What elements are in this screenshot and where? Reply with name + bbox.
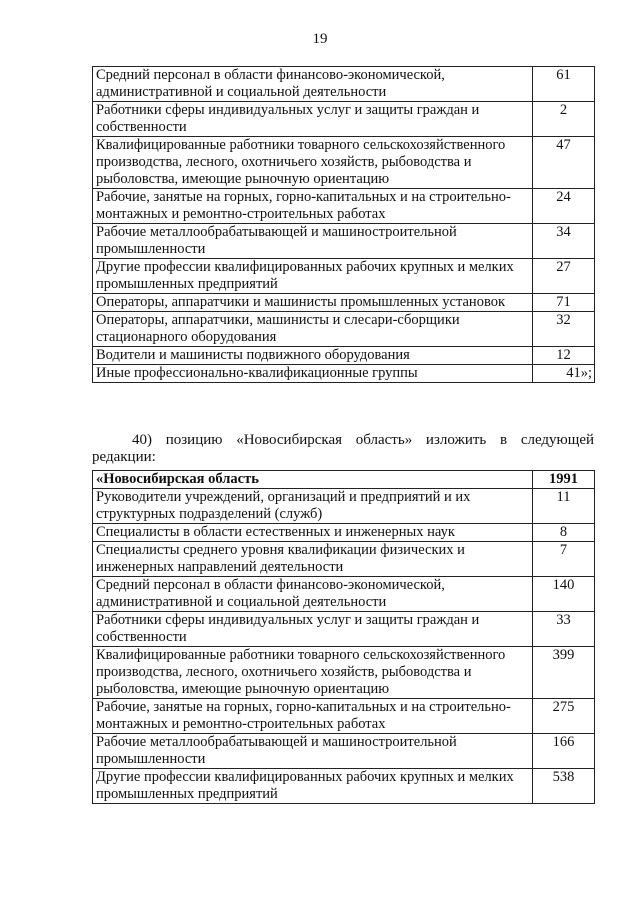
row-label: Работники сферы индивидуальных услуг и защиты граждан и собственности [93,102,533,137]
row-label: Работники сферы индивидуальных услуг и защиты граждан и собственности [93,612,533,647]
table-row [93,259,595,294]
row-value: 8 [533,524,595,542]
table-row [93,542,595,577]
row-value: 11 [533,489,595,524]
row-value: 61 [533,67,595,102]
row-value: 33 [533,612,595,647]
table-row [93,312,595,347]
table-row [93,734,595,769]
table-row [93,647,595,699]
row-value: 275 [533,699,595,734]
table-row [93,524,595,542]
region-name: «Новосибирская область [93,471,533,489]
row-value: 24 [533,189,595,224]
row-value: 399 [533,647,595,699]
row-value: 12 [533,347,595,365]
row-value: 34 [533,224,595,259]
row-label: Квалифицированные работники товарного сельскохозяйственного производства, лесного, охотничьего хозяйств, рыбоводства и рыболовства, имеющие рыночную ориентацию [93,137,533,189]
table-row [93,365,595,383]
row-label: Средний персонал в области финансово-экономической, административной и социальной деятельности [93,67,533,102]
novosibirsk-table [92,470,595,804]
table-row [93,699,595,734]
row-label: Специалисты в области естественных и инженерных наук [93,524,533,542]
row-label: Операторы, аппаратчики, машинисты и слесари-сборщики стационарного оборудования [93,312,533,347]
row-value: 47 [533,137,595,189]
row-label: Водители и машинисты подвижного оборудования [93,347,533,365]
table-row [93,577,595,612]
row-value: 32 [533,312,595,347]
row-value: 71 [533,294,595,312]
region-total: 1991 [533,471,595,489]
row-label: Иные профессионально-квалификационные группы [93,365,533,383]
row-value: 7 [533,542,595,577]
table-row [93,769,595,804]
row-label: Средний персонал в области финансово-экономической, административной и социальной деятельности [93,577,533,612]
amendment-paragraph: 40) позицию «Новосибирская область» изложить в следующей редакции: [92,432,594,465]
row-value: 27 [533,259,595,294]
table-row [93,294,595,312]
table-row [93,67,595,102]
row-label: Другие профессии квалифицированных рабочих крупных и мелких промышленных предприятий [93,259,533,294]
row-label: Рабочие, занятые на горных, горно-капитальных и на строительно-монтажных и ремонтно-строительных работах [93,189,533,224]
table-row [93,347,595,365]
row-value: 41»; [533,365,595,383]
row-label: Рабочие металлообрабатывающей и машиностроительной промышленности [93,224,533,259]
table-row [93,612,595,647]
table-row [93,102,595,137]
row-label: Специалисты среднего уровня квалификации физических и инженерных направлений деятельности [93,542,533,577]
row-value: 538 [533,769,595,804]
row-value: 140 [533,577,595,612]
row-label: Рабочие металлообрабатывающей и машиностроительной промышленности [93,734,533,769]
row-value: 2 [533,102,595,137]
table-row [93,189,595,224]
row-label: Операторы, аппаратчики и машинисты промышленных установок [93,294,533,312]
table-row [93,224,595,259]
row-label: Квалифицированные работники товарного сельскохозяйственного производства, лесного, охотничьего хозяйств, рыбоводства и рыболовства, имеющие рыночную ориентацию [93,647,533,699]
table-row [93,137,595,189]
table-row [93,489,595,524]
table-header-row [93,471,595,489]
row-value: 166 [533,734,595,769]
row-label: Руководители учреждений, организаций и предприятий и их структурных подразделений (служб) [93,489,533,524]
occupation-table-continued [92,66,595,383]
row-label: Другие профессии квалифицированных рабочих крупных и мелких промышленных предприятий [93,769,533,804]
row-label: Рабочие, занятые на горных, горно-капитальных и на строительно-монтажных и ремонтно-строительных работах [93,699,533,734]
page-number: 19 [312,31,328,47]
